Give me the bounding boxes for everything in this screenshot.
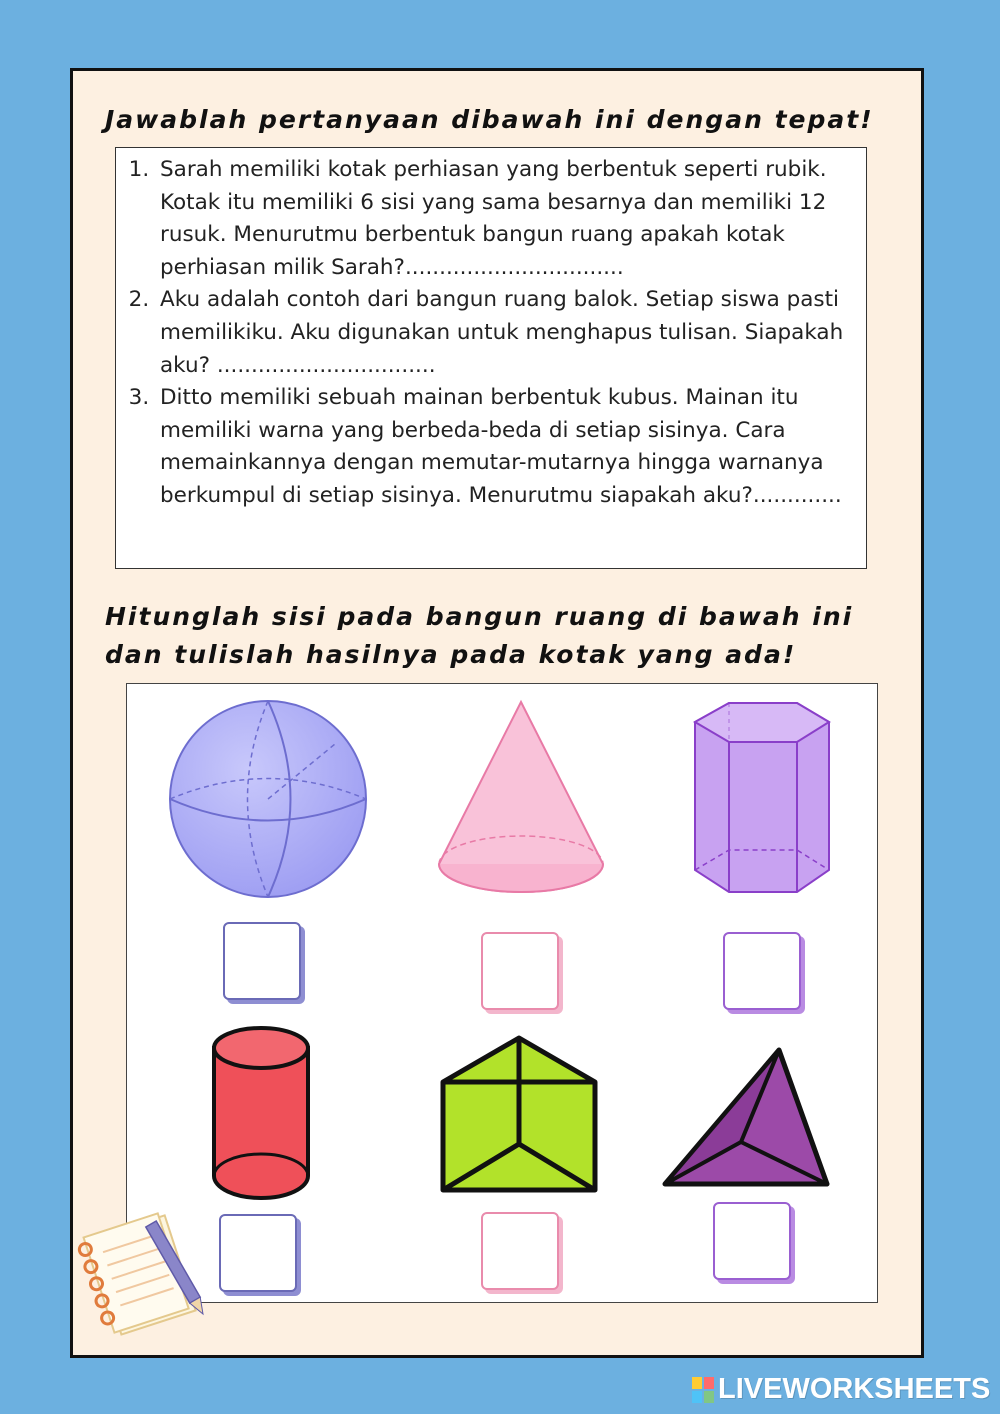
answer-box-triangular-prism[interactable]	[481, 1212, 559, 1290]
section2-heading-line1: Hitunglah sisi pada bangun ruang di bawah ini	[105, 602, 854, 631]
question-list	[116, 148, 866, 513]
question-2: 2. Aku adalah contoh dari bangun ruang balok. Setiap siswa pasti memilikiku. Aku digunakan untuk menghapus tulisan. Siapakah aku? ................................	[156, 284, 856, 382]
section2-heading	[105, 598, 853, 674]
answer-box-cone[interactable]	[481, 932, 559, 1010]
sphere-icon	[165, 696, 371, 902]
pentagonal-prism-icon	[691, 700, 833, 898]
section2-heading-line2: dan tulislah hasilnya pada kotak yang ada!	[105, 640, 797, 669]
liveworksheets-brand: LIVEWORKSHEETS	[718, 1373, 991, 1405]
triangular-prism-icon	[439, 1034, 599, 1196]
worksheet-page	[70, 68, 924, 1358]
liveworksheets-logo	[692, 1373, 990, 1406]
answer-box-cylinder[interactable]	[219, 1214, 297, 1292]
answer-box-pyramid[interactable]	[713, 1202, 791, 1280]
notebook-pencil-icon	[77, 1209, 207, 1349]
question-3: 3. Ditto memiliki sebuah mainan berbentuk kubus. Mainan itu memiliki warna yang berbeda-beda di setiap sisinya. Cara memainkannya dengan memutar-mutarnya hingga warnanya berkumpul di setiap sisinya. Menurutmu siapakah aku?.............	[156, 382, 856, 512]
liveworksheets-logo-mark-icon	[692, 1377, 714, 1403]
shapes-box	[126, 683, 878, 1303]
section1-heading: Jawablah pertanyaan dibawah ini dengan tepat!	[105, 105, 874, 134]
pyramid-icon	[661, 1046, 831, 1190]
cone-icon	[435, 696, 607, 906]
cylinder-icon	[209, 1024, 313, 1206]
questions-box	[115, 147, 867, 569]
answer-box-pentagonal-prism[interactable]	[723, 932, 801, 1010]
question-1: 1. Sarah memiliki kotak perhiasan yang berbentuk seperti rubik. Kotak itu memiliki 6 sisi yang sama besarnya dan memiliki 12 rusuk. Menurutmu berbentuk bangun ruang apakah kotak perhiasan milik Sarah?................................	[156, 154, 856, 284]
answer-box-sphere[interactable]	[223, 922, 301, 1000]
